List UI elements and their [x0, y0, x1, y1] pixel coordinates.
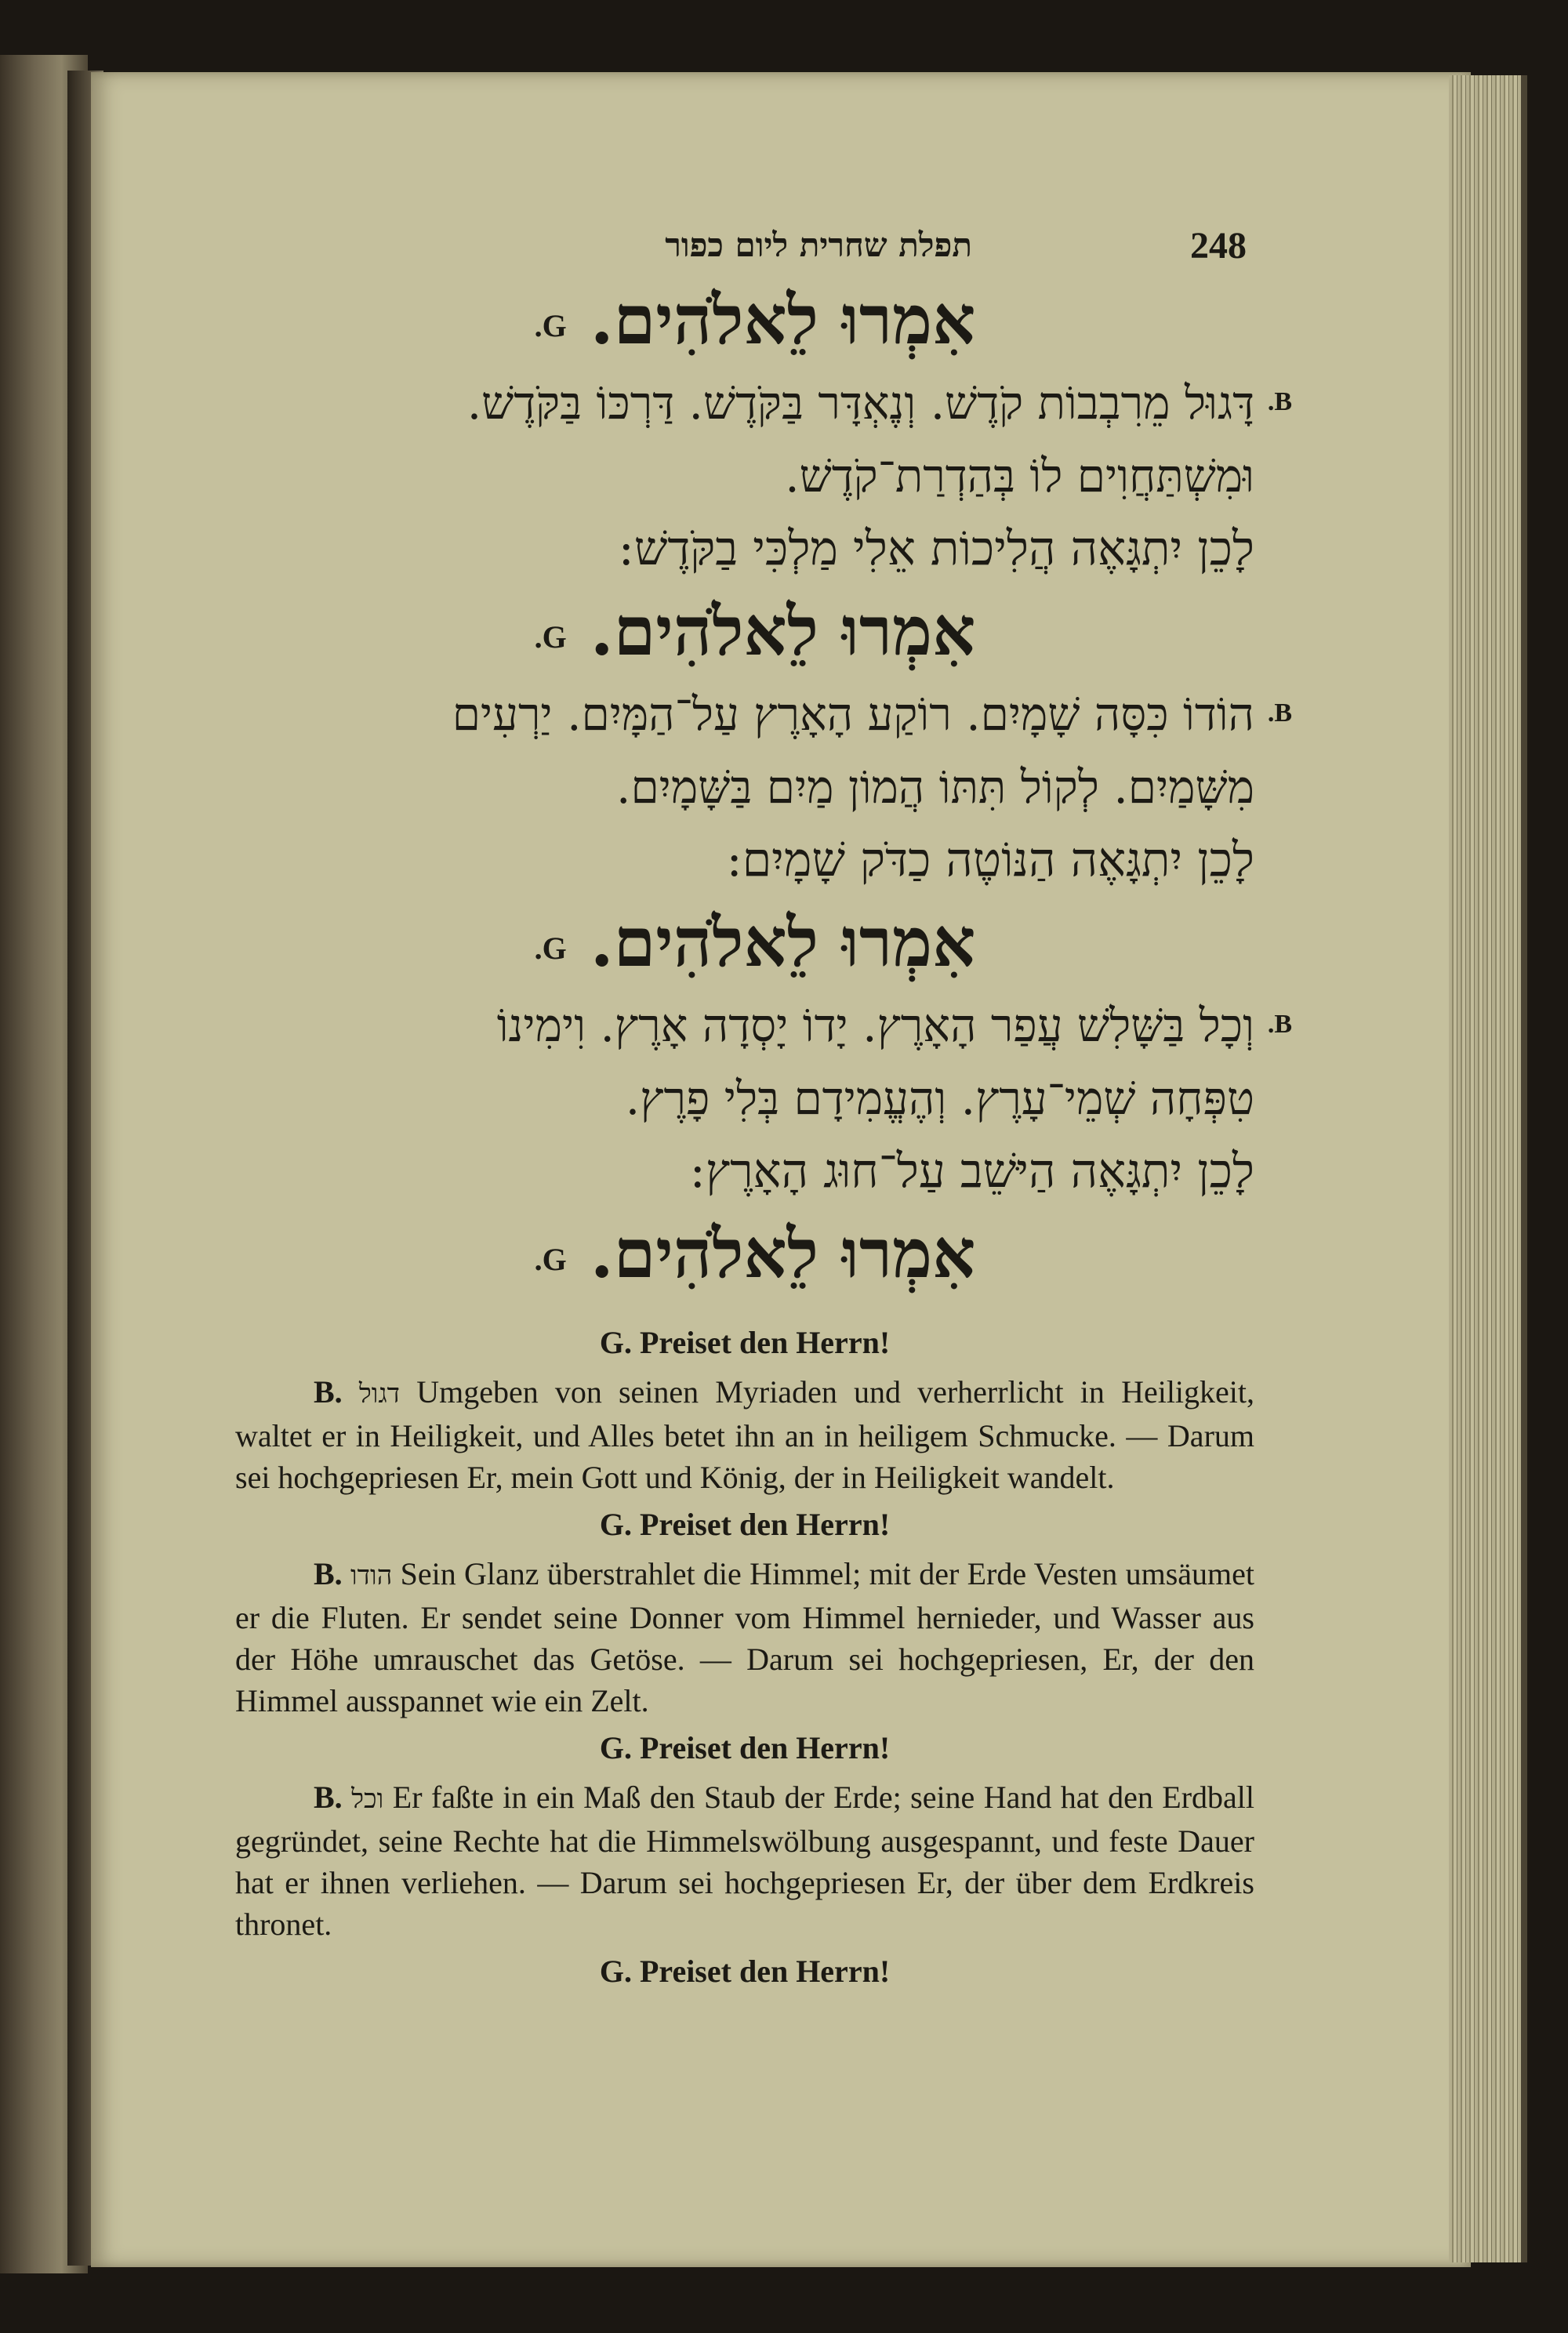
hebrew-keyword: דגול — [358, 1378, 401, 1410]
german-paragraph — [235, 1371, 1254, 1498]
refrain-text: אִמְרוּ לֵאלֹהִים. — [590, 592, 976, 671]
verse-close: לָכֵן יִתְגָּאֶה הַנּוֹטֶה כַדֹּק שָׁמָיִם: — [726, 833, 1254, 887]
verse-marker: B. — [1267, 1010, 1292, 1039]
paragraph-marker: B. — [314, 1780, 343, 1815]
hebrew-keyword: הודו — [350, 1560, 393, 1591]
hebrew-verse — [235, 989, 1292, 1208]
refrain-text: אִמְרוּ לֵאלֹהִים. — [590, 903, 976, 982]
paragraph-marker: B. — [314, 1556, 343, 1591]
german-refrain: G. Preiset den Herrn! — [599, 1954, 891, 1989]
page-content — [235, 220, 1292, 2000]
hebrew-refrain — [235, 586, 1254, 678]
paragraph-text: Er faßte in ein Maß den Staub der Erde; seine Hand hat den Erdball gegründet, seine Rechte hat die Himmelswölbung ausgespannt, und feste Dauer hat er ihnen verliehen. — Darum sei hochgepriesen Er, der über dem Erdkreis thronet. — [235, 1780, 1254, 1942]
page-header — [235, 220, 1254, 274]
paragraph-marker: B. — [314, 1374, 343, 1410]
verse-close: לָכֵן יִתְגָּאֶה הַיּשֵׁב עַל־חוּג הָאָרֶץ: — [689, 1144, 1254, 1199]
verse-line: טִפְּחָה שְׁמֵי־עָרֶץ. וְהֶעֱמִידָם בְּלִי פָרֶץ. — [625, 1072, 1254, 1125]
hebrew-refrain — [235, 1208, 1254, 1301]
refrain-text: אִמְרוּ לֵאלֹהִים. — [590, 1214, 976, 1293]
verse-line: וְכָל בַּשָּׁלִשׁ עֲפַר הָאָרֶץ. יָדוֹ יָסְדָה אָרֶץ. וִימִינוֹ — [496, 999, 1254, 1052]
hebrew-refrain — [235, 897, 1254, 989]
running-title: תפלת שחרית ליום כפור — [665, 226, 972, 264]
verse-line: דָּגוּל מֵרִבְבוֹת קֹדֶשׁ. וְנֶאְדָּר בַּקֹּדֶשׁ. דַּרְכּוֹ בַּקֹּדֶשׁ. — [466, 376, 1254, 430]
paragraph-text: Umgeben von seinen Myriaden und verherrlicht in Heiligkeit, waltet er in Heiligkeit, und Alles betet ihn an in heiligem Schmucke. — Darum sei hochgepriesen Er, mein Gott und König, der in Heiligkeit wandelt. — [235, 1374, 1255, 1495]
hebrew-keyword: וכל — [351, 1783, 384, 1815]
hebrew-verse — [235, 367, 1292, 586]
hebrew-refrain — [235, 274, 1254, 367]
german-refrain: G. Preiset den Herrn! — [599, 1325, 891, 1360]
hebrew-section — [235, 274, 1292, 1301]
refrain-marker: G. — [534, 307, 567, 343]
german-refrain: G. Preiset den Herrn! — [599, 1507, 891, 1542]
german-translation — [235, 1321, 1254, 1994]
page-edges — [1449, 75, 1527, 2262]
refrain-marker: G. — [534, 619, 567, 655]
german-paragraph — [235, 1776, 1254, 1945]
german-paragraph — [235, 1553, 1254, 1722]
refrain-text: אִמְרוּ לֵאלֹהִים. — [590, 281, 976, 360]
verse-line: וּמִשְׁתַּחֲוִים לוֹ בְּהַדְרַת־קֹדֶשׁ. — [785, 449, 1254, 503]
german-refrain: G. Preiset den Herrn! — [599, 1730, 891, 1765]
hebrew-verse — [235, 678, 1292, 897]
verse-close: לָכֵן יִתְגָּאֶה הֲלִיכוֹת אֵלִי מַלְכִּי בַקֹּדֶשׁ: — [618, 521, 1254, 576]
refrain-marker: G. — [534, 930, 567, 966]
verse-line: הוֹדוֹ כִּסָּה שָׁמָיִם. רוֹקַע הָאָרֶץ עַל־הַמָּיִם. יַרְעִים — [452, 688, 1254, 741]
verse-line: מִשָּׁמַיִם. לְקוֹל תִּתּוֹ הֲמוֹן מַיִם בַּשָּׁמָיִם. — [616, 760, 1254, 814]
page-number: 248 — [1190, 225, 1247, 267]
refrain-marker: G. — [534, 1241, 567, 1277]
verse-marker: B. — [1267, 387, 1292, 416]
paragraph-text: Sein Glanz überstrahlet die Himmel; mit der Erde Vesten umsäumet er die Fluten. Er sendet seine Donner vom Himmel hernieder, und Wasser aus der Höhe umrauschet das Getöse. — Darum sei hochgepriesen, Er, der den Himmel ausspannet wie ein Zelt. — [235, 1556, 1254, 1718]
verse-marker: B. — [1267, 698, 1292, 727]
